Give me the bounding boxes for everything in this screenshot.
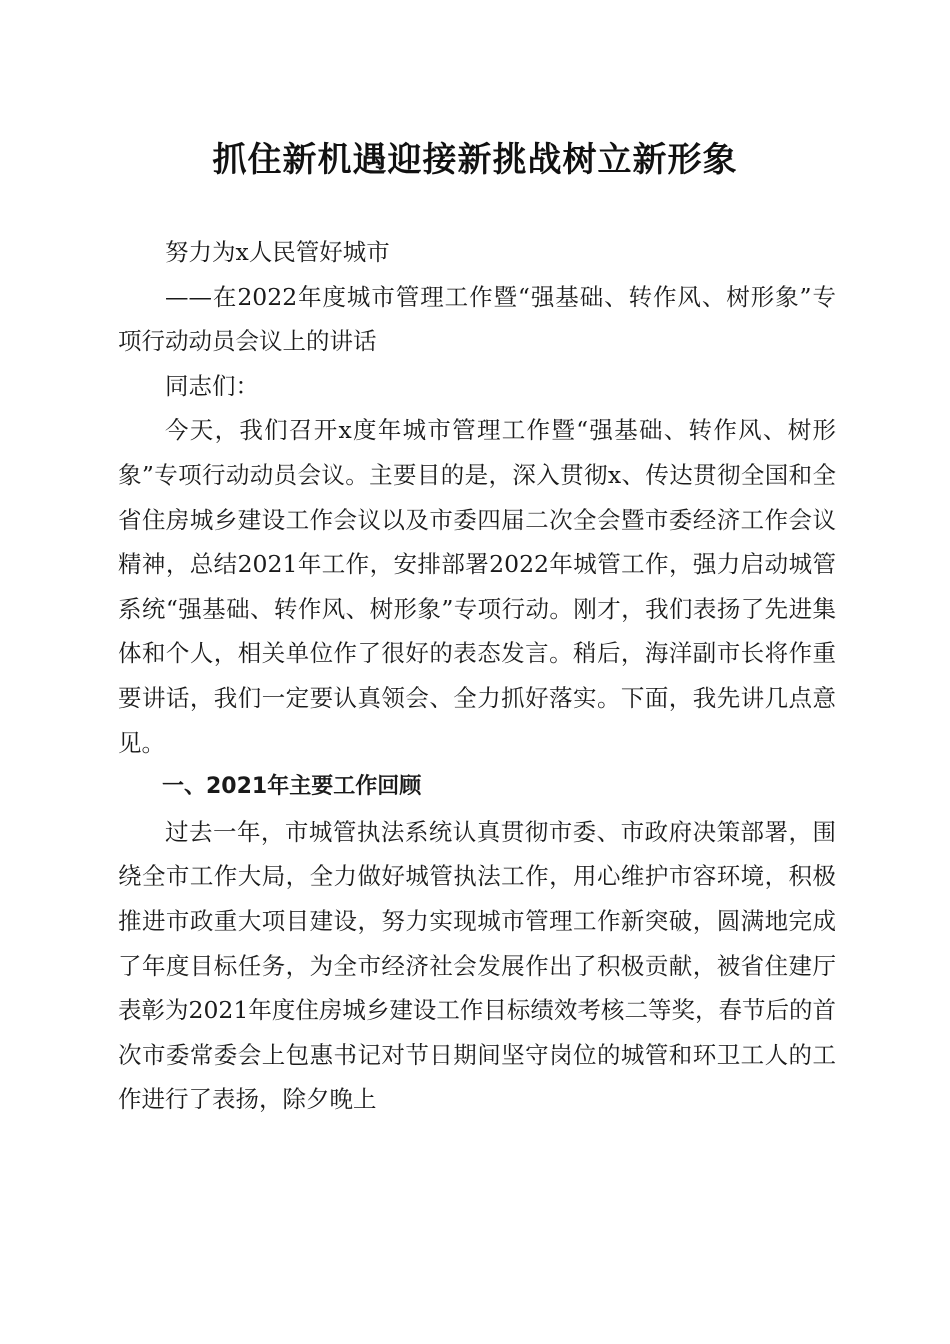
document-title: 抓住新机遇迎接新挑战树立新形象 <box>212 140 738 180</box>
speech-occasion-line: ——在2022年度城市管理工作暨“强基础、转作风、树形象”专项行动动员会议上的讲话 <box>118 282 836 356</box>
section-heading: 一、2021年主要工作回顾 <box>162 774 422 800</box>
section-paragraph: 过去一年，市城管执法系统认真贯彻市委、市政府决策部署，围绕全市工作大局，全力做好城管执法工作，用心维护市容环境，积极推进市政重大项目建设，努力实现城市管理工作新突破，圆满地完成了年度目标任务，为全市经济社会发展作出了积极贡献，被省住建厅表彰为2021年度住房城乡建设工作目标绩效考核二等奖，春节后的首次市委常委会上包惠书记对节日期间坚守岗位的城管和环卫工人的工作进行了表扬，除夕晚上 <box>118 817 836 1114</box>
speech-subtitle: 努力为x人民管好城市 <box>165 238 390 266</box>
salutation: 同志们： <box>165 371 259 400</box>
intro-paragraph: 今天，我们召开x度年城市管理工作暨“强基础、转作风、树形象”专项行动动员会议。主要目的是，深入贯彻x、传达贯彻全国和全省住房城乡建设工作会议以及市委四届二次全会暨市委经济工作会议精神，总结2021年工作，安排部署2022年城管工作，强力启动城管系统“强基础、转作风、树形象”专项行动。刚才，我们表扬了先进集体和个人，相关单位作了很好的表态发言。稍后，海洋副市长将作重要讲话，我们一定要认真领会、全力抓好落实。下面，我先讲几点意见。 <box>118 416 836 757</box>
document-body <box>118 230 836 1122</box>
